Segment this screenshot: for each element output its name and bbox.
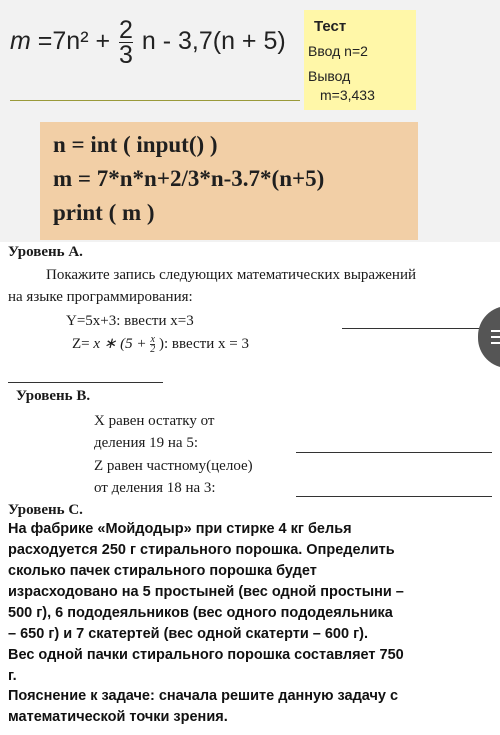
item2-fraction [150,335,155,354]
side-menu-tab[interactable] [478,306,500,368]
formula-frac-num: 2 [119,16,133,44]
task-line: сколько пачек стирального порошка будет [8,563,317,579]
formula-lhs: m [10,27,31,56]
level-b-line-3: Z равен частному(целое) [94,458,253,474]
item2-prefix: Z= [72,336,90,352]
formula-part1: =7n² + [37,27,111,56]
level-a-item-2 [72,334,249,354]
code-line-2: m = 7*n*n+2/3*n-3.7*(n+5) [53,166,325,191]
formula [10,18,286,67]
menu-bar-2 [491,336,500,338]
answer-line-b2 [296,496,492,497]
answer-line-b1 [296,452,492,453]
level-b-line-1: X равен остатку от [94,413,215,429]
test-box [304,10,416,110]
test-output: Вывод [308,68,351,84]
level-b-line-4: от деления 18 на 3: [94,480,216,496]
formula-part2: n - 3,7(n + 5) [141,27,286,56]
test-title: Тест [314,18,347,35]
task-line: расходуется 250 г стирального порошка. Определить [8,542,395,558]
code-line-3: print ( m ) [53,200,155,225]
item2-frac-num: x [150,334,155,346]
task-line: – 650 г) и 7 скатертей (вес одной скатерти – 600 г). [8,626,368,642]
level-a-item-1: Y=5x+3: ввести x=3 [66,313,194,329]
formula-fraction [119,18,133,67]
formula-frac-den: 3 [119,41,133,69]
task-line: На фабрике «Мойдодыр» при стирке 4 кг белья [8,521,352,537]
level-a-heading: Уровень А. [8,244,83,260]
test-result: m=3,433 [320,87,375,103]
code-panel [40,122,418,240]
task-line: г. [8,668,17,684]
menu-bar-1 [491,330,500,332]
task-line: израсходовано на 5 простыней (вес одной простыни – [8,584,404,600]
item2-expr-start: x ∗ (5 + [93,336,147,352]
formula-divider [10,100,300,101]
level-a-intro-2: на языке программирования: [8,289,193,305]
level-c-heading: Уровень С. [8,502,83,518]
level-b-heading: Уровень В. [16,388,91,404]
test-input: Ввод n=2 [308,43,368,59]
answer-line-a2 [8,382,163,383]
answer-line-a1 [342,328,482,329]
item2-expr-end: ): ввести x = 3 [158,336,249,352]
task-line: Пояснение к задаче: сначала решите данную задачу с [8,688,399,704]
menu-bar-3 [491,342,500,344]
task-line: 500 г), 6 пододеяльников (вес одного пододеяльника [8,605,393,621]
task-line: Вес одной пачки стирального порошка составляет 750 [8,647,404,663]
level-b-line-2: деления 19 на 5: [94,435,198,451]
code-line-1: n = int ( input() ) [53,132,218,157]
item2-frac-den: 2 [150,344,156,356]
level-a-intro-1: Покажите запись следующих математических выражений [46,267,416,283]
task-line: математической точки зрения. [8,709,228,725]
